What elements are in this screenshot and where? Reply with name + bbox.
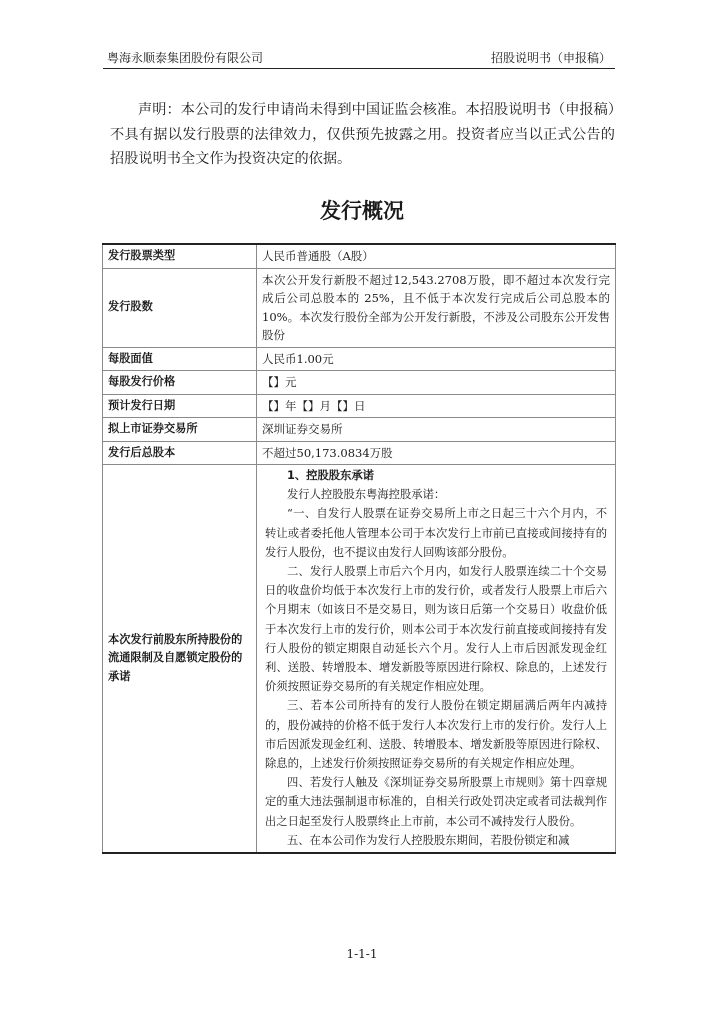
row-label: 发行股数 [103, 268, 257, 347]
table-row [103, 268, 616, 347]
row-value: 深圳证券交易所 [257, 418, 616, 442]
commitment-paragraph: 五、在本公司作为发行人控股股东期间，若股份锁定和减 [287, 833, 570, 847]
commitment-paragraph: 三、若本公司所持有的发行人股份在锁定期届满后两年内减持的，股份减持的价格不低于发行人本次发行上市的发行价。发行人上市后因派发现金红利、送股、转增股本、增发新股等原因进行除权、除息的，上述发行价须按照证券交易所的有关规定作相应处理。 [265, 699, 607, 771]
table-row [103, 441, 616, 465]
row-value: 不超过50,173.0834万股 [257, 441, 616, 465]
row-value: 人民币1.00元 [257, 347, 616, 371]
header-company: 粤海永顺泰集团股份有限公司 [107, 51, 264, 65]
row-value: 【】年【】月【】日 [257, 394, 616, 418]
table-row [103, 394, 616, 418]
commitment-label: 本次发行前股东所持股份的流通限制及自愿锁定股份的承诺 [103, 465, 257, 854]
table-row [103, 371, 616, 395]
row-value: 人民币普通股（A股） [257, 244, 616, 268]
commitment-paragraph: 二、发行人股票上市后六个月内，如发行人股票连续二十个交易日的收盘价均低于本次发行上市的发行价，或者发行人股票上市后六个月期末（如该日不是交易日，则为该日后第一个交易日）收盘价低于本次发行上市的发行价，则本公司于本次发行前直接或间接持有发行人股份的锁定期限自动延长六个月。发行人上市后因派发现金红利、送股、转增股本、增发新股等原因进行除权、除息的，上述发行价须按照证券交易所的有关规定作相应处理。 [265, 565, 607, 694]
row-label: 发行股票类型 [103, 244, 257, 268]
section-title: 发行概况 [320, 199, 404, 223]
table-row [103, 244, 616, 268]
table-row [103, 347, 616, 371]
commitment-intro: 发行人控股股东粤海控股承诺： [287, 488, 446, 502]
row-label: 每股发行价格 [103, 371, 257, 395]
commitment-paragraph: 四、若发行人触及《深圳证券交易所股票上市规则》第十四章规定的重大违法强制退市标准的，自相关行政处罚决定或者司法裁判作出之日起至发行人股票终止上市前，本公司不减持发行人股份。 [265, 776, 607, 828]
row-label: 每股面值 [103, 347, 257, 371]
offering-overview-table [102, 243, 616, 854]
commitment-paragraph: “一、自发行人股票在证券交易所上市之日起三十六个月内，不转让或者委托他人管理本公司于本次发行上市前已直接或间接持有的发行人股份，也不提议由发行人回购该部分股份。 [265, 507, 607, 559]
header-doc-title: 招股说明书（申报稿） [490, 51, 611, 65]
table-row [103, 465, 616, 854]
row-value: 【】元 [257, 371, 616, 395]
commitment-heading: 1、控股股东承诺 [287, 469, 374, 482]
disclaimer-statement: 声明：本公司的发行申请尚未得到中国证监会核准。本招股说明书（申报稿）不具有据以发行股票的法律效力，仅供预先披露之用。投资者应当以正式公告的招股说明书全文作为投资决定的依据。 [110, 102, 615, 167]
row-label: 发行后总股本 [103, 441, 257, 465]
page-number: 1-1-1 [346, 947, 378, 961]
row-label: 拟上市证券交易所 [103, 418, 257, 442]
commitment-content [257, 465, 616, 854]
table-row [103, 418, 616, 442]
row-value: 本次公开发行新股不超过12,543.2708万股，即不超过本次发行完成后公司总股本的 25%，且不低于本次发行完成后公司总股本的 10%。本次发行股份全部为公开发行新股，不涉及公司股东公开发售股份 [257, 268, 616, 347]
page-header [103, 48, 615, 69]
row-label: 预计发行日期 [103, 394, 257, 418]
